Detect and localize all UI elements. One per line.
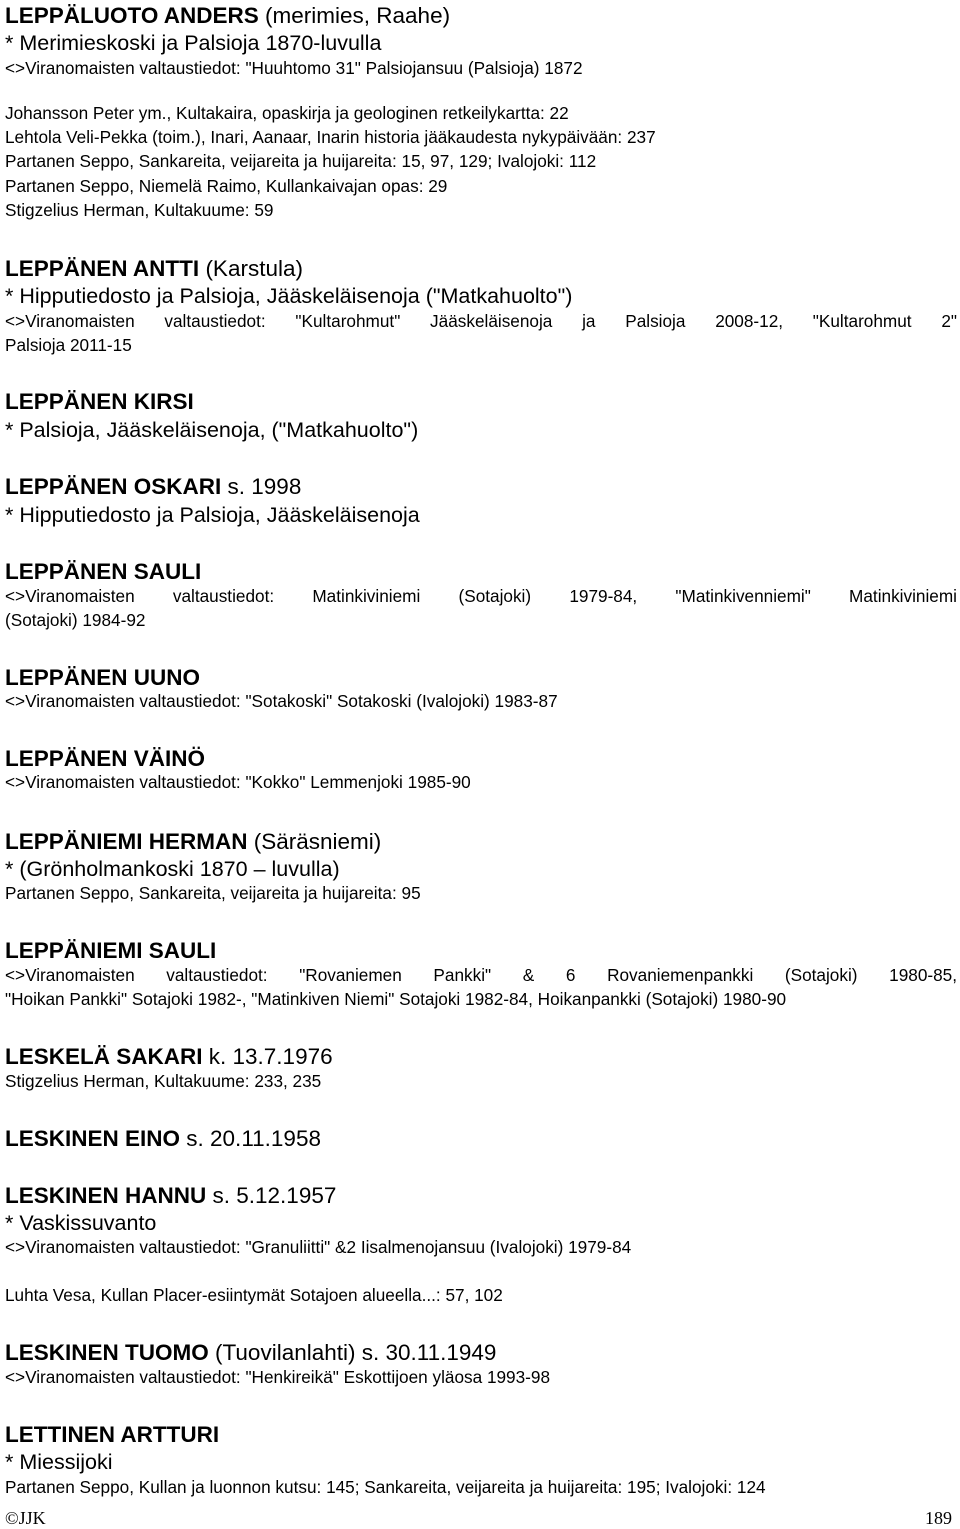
entry-name: LESKINEN HANNU: [5, 1183, 207, 1208]
entry-name: LEPPÄLUOTO ANDERS: [5, 3, 259, 28]
entry-location: * Hipputiedosto ja Palsioja, Jääskeläisenoja ("Matkahuolto"): [5, 284, 573, 308]
entry-heading: [5, 746, 205, 772]
entry-name: LEPPÄNEN KIRSI: [5, 389, 194, 414]
entry-reference: <>Viranomaisten valtaustiedot: "Henkireikä" Eskottijoen yläosa 1993-98: [5, 1367, 551, 1387]
entry-heading: [5, 938, 216, 964]
entry-name-detail: (Karstula): [199, 256, 303, 281]
entry-heading: [5, 1044, 333, 1070]
entry-name: LEPPÄNEN UUNO: [5, 665, 201, 690]
entry-reference: "Hoikan Pankki" Sotajoki 1982-, "Matinkiven Niemi" Sotajoki 1982-84, Hoikanpankki (Sotajoki) 1980-90: [5, 989, 787, 1009]
entry-reference: Johansson Peter ym., Kultakaira, opaskirja ja geologinen retkeilykartta: 22: [5, 103, 569, 123]
entry-reference: Partanen Seppo, Niemelä Raimo, Kullankaivajan opas: 29: [5, 176, 448, 196]
entry-location: * Palsioja, Jääskeläisenoja, ("Matkahuolto"): [5, 418, 419, 442]
entry-reference: <>Viranomaisten valtaustiedot: "Kokko" Lemmenjoki 1985-90: [5, 772, 471, 792]
entry-heading: [5, 829, 381, 855]
entry-heading: [5, 1340, 496, 1366]
entry-name-detail: s. 5.12.1957: [206, 1183, 337, 1208]
entry-heading: [5, 256, 303, 282]
entry-name: LESKELÄ SAKARI: [5, 1044, 203, 1069]
entry-heading: [5, 1183, 336, 1209]
entry-heading: [5, 1422, 219, 1448]
entry-heading: [5, 1126, 321, 1152]
entry-heading: [5, 559, 201, 585]
entry-reference: Partanen Seppo, Sankareita, veijareita ja huijareita: 95: [5, 883, 421, 903]
entry-heading: [5, 389, 194, 415]
entry-name-detail: s. 1998: [221, 474, 302, 499]
entry-heading: [5, 3, 450, 29]
entry-name: LEPPÄNEN VÄINÖ: [5, 746, 206, 771]
entry-name-detail: (Tuovilanlahti) s. 30.11.1949: [208, 1340, 497, 1365]
entry-reference: <>Viranomaisten valtaustiedot: "Rovaniemen Pankki" & 6 Rovaniemenpankki (Sotajoki) 1980-85,: [5, 965, 957, 985]
entry-heading: [5, 665, 200, 691]
entry-name: LEPPÄNEN ANTTI: [5, 256, 200, 281]
entry-heading: [5, 474, 301, 500]
entry-reference: <>Viranomaisten valtaustiedot: "Sotakoski" Sotakoski (Ivalojoki) 1983-87: [5, 691, 558, 711]
entry-name: LEPPÄNEN OSKARI: [5, 474, 222, 499]
entry-location: * Vaskissuvanto: [5, 1211, 157, 1235]
entry-reference: Partanen Seppo, Sankareita, veijareita ja huijareita: 15, 97, 129; Ivalojoki: 112: [5, 151, 597, 171]
entry-reference: Palsioja 2011-15: [5, 335, 132, 355]
entry-reference: Lehtola Veli-Pekka (toim.), Inari, Aanaar, Inarin historia jääkaudesta nykypäivään: 237: [5, 127, 656, 147]
entry-reference: <>Viranomaisten valtaustiedot: "Kultarohmut" Jääskeläisenoja ja Palsioja 2008-12, "Kultarohmut 2": [5, 311, 957, 331]
entry-reference: Partanen Seppo, Kullan ja luonnon kutsu: 145; Sankareita, veijareita ja huijareita: 195; Ivalojoki: 124: [5, 1477, 766, 1497]
entry-reference: <>Viranomaisten valtaustiedot: Matinkiviniemi (Sotajoki) 1979-84, "Matinkivenniemi" Matinkiviniemi: [5, 586, 957, 606]
footer-copyright: ©JJK: [5, 1508, 46, 1528]
entry-reference: Stigzelius Herman, Kultakuume: 59: [5, 200, 274, 220]
entry-name: LEPPÄNIEMI HERMAN: [5, 829, 248, 854]
entry-location: * Hipputiedosto ja Palsioja, Jääskeläisenoja: [5, 503, 420, 527]
entry-location: * (Grönholmankoski 1870 – luvulla): [5, 857, 340, 881]
entry-reference: <>Viranomaisten valtaustiedot: "Granuliitti" &2 Iisalmenojansuu (Ivalojoki) 1979-84: [5, 1237, 632, 1257]
entry-reference: Stigzelius Herman, Kultakuume: 233, 235: [5, 1071, 322, 1091]
entry-reference: Luhta Vesa, Kullan Placer-esiintymät Sotajoen alueella...: 57, 102: [5, 1285, 503, 1305]
entry-name: LETTINEN ARTTURI: [5, 1422, 220, 1447]
entry-name: LESKINEN EINO: [5, 1126, 181, 1151]
entry-reference: (Sotajoki) 1984-92: [5, 610, 146, 630]
entry-reference: <>Viranomaisten valtaustiedot: "Huuhtomo 31" Palsiojansuu (Palsioja) 1872: [5, 58, 583, 78]
entry-name-detail: s. 20.11.1958: [180, 1126, 321, 1151]
entry-location: * Miessijoki: [5, 1450, 113, 1474]
entry-name-detail: (Säräsniemi): [247, 829, 382, 854]
footer-page-number: 189: [925, 1508, 952, 1528]
entry-name-detail: k. 13.7.1976: [202, 1044, 333, 1069]
entry-location: * Merimieskoski ja Palsioja 1870-luvulla: [5, 31, 382, 55]
entry-name-detail: (merimies, Raahe): [258, 3, 451, 28]
entry-name: LESKINEN TUOMO: [5, 1340, 209, 1365]
entry-name: LEPPÄNIEMI SAULI: [5, 938, 217, 963]
entry-name: LEPPÄNEN SAULI: [5, 559, 202, 584]
